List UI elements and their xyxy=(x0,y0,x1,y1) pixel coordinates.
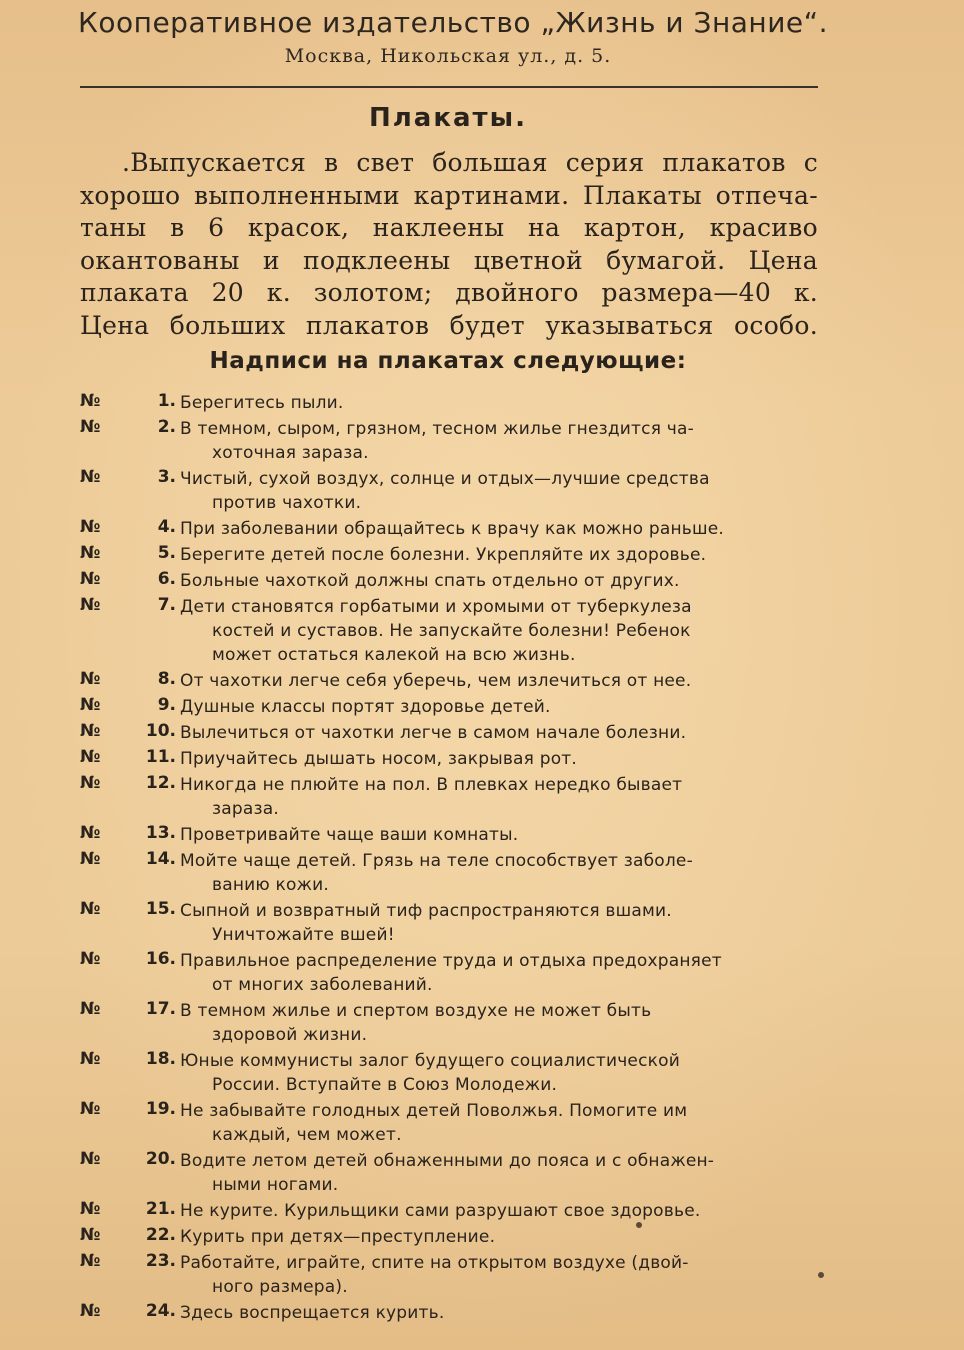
item-number: 11. xyxy=(145,747,176,767)
item-number: 1. xyxy=(157,391,176,411)
item-text xyxy=(180,1199,822,1223)
item-text-line: Больные чахоткой должны спать отдельно от других. xyxy=(180,571,680,591)
number-sign: № xyxy=(80,1301,101,1321)
number-sign: № xyxy=(80,773,101,793)
item-number: 23. xyxy=(145,1251,176,1271)
intro-line: хорошо выполненными картинами. Плакаты отпеча- xyxy=(80,180,818,210)
item-text xyxy=(180,595,822,667)
item-text-line: Берегитесь пыли. xyxy=(180,393,344,413)
item-text xyxy=(180,999,822,1047)
intro-line: таны в 6 красок, наклеены на картон, красиво xyxy=(80,213,818,242)
item-text-line: Правильное распределение труда и отдыха предохраняет xyxy=(180,951,722,971)
item-number: 22. xyxy=(145,1225,176,1245)
item-text-line: Приучайтесь дышать носом, закрывая рот. xyxy=(180,749,577,769)
item-number: 8. xyxy=(157,669,176,689)
item-text xyxy=(180,467,822,515)
item-text-line: Дети становятся горбатыми и хромыми от туберкулеза xyxy=(180,597,692,617)
intro-line: плаката 20 к. золотом; двойного размера—40 к. xyxy=(80,278,818,307)
item-text-line: хоточная зараза. xyxy=(212,443,369,463)
item-text-line: От чахотки легче себя уберечь, чем излечиться от нее. xyxy=(180,671,692,691)
number-sign: № xyxy=(80,949,101,969)
item-number: 19. xyxy=(145,1099,176,1119)
intro-line: окантованы и подклеены цветной бумагой. Цена xyxy=(80,245,818,275)
number-sign: № xyxy=(80,595,101,615)
item-number: 3. xyxy=(157,467,176,487)
item-text-line: Мойте чаще детей. Грязь на теле способствует заболе- xyxy=(180,851,693,871)
item-text-line: При заболевании обращайтесь к врачу как можно раньше. xyxy=(180,519,725,539)
item-number: 5. xyxy=(157,543,176,563)
item-text-line: Никогда не плюйте на пол. В плевках нередко бывает xyxy=(180,775,683,795)
item-text xyxy=(180,391,822,415)
item-text xyxy=(180,517,822,541)
page-title: Плакаты. xyxy=(369,103,527,133)
item-text-line: зараза. xyxy=(212,799,279,819)
number-sign: № xyxy=(80,391,101,411)
item-text-line: Не курите. Курильщики сами разрушают свое здоровье. xyxy=(180,1201,701,1221)
item-number: 7. xyxy=(157,595,176,615)
number-sign: № xyxy=(80,569,101,589)
item-number: 24. xyxy=(145,1301,176,1321)
item-number: 16. xyxy=(145,949,176,969)
intro-line: Цена больших плакатов будет указываться особо. xyxy=(80,310,818,340)
item-text-line: В темном, сыром, грязном, тесном жилье гнездится ча- xyxy=(180,419,694,439)
item-number: 10. xyxy=(145,721,176,741)
item-number: 6. xyxy=(157,569,176,589)
item-text-line: В темном жилье и спертом воздухе не может быть xyxy=(180,1001,652,1021)
item-text-line: ными ногами. xyxy=(212,1175,339,1195)
item-text xyxy=(180,543,822,567)
publisher-name: Кооперативное издательство „Жизнь и Знание“. xyxy=(78,6,829,39)
item-text-line: от многих заболеваний. xyxy=(212,975,433,995)
item-number: 2. xyxy=(157,417,176,437)
item-text xyxy=(180,1251,822,1299)
number-sign: № xyxy=(80,899,101,919)
number-sign: № xyxy=(80,669,101,689)
item-text-line: Не забывайте голодных детей Поволжья. Помогите им xyxy=(180,1101,688,1121)
item-text-line: Сыпной и возвратный тиф распространяются вшами. xyxy=(180,901,672,921)
item-number: 13. xyxy=(145,823,176,843)
item-text-line: Курить при детях—преступление. xyxy=(180,1227,496,1247)
number-sign: № xyxy=(80,543,101,563)
item-text-line: каждый, чем может. xyxy=(212,1125,402,1145)
publisher-address: Москва, Никольская ул., д. 5. xyxy=(284,45,612,67)
item-text-line: Душные классы портят здоровье детей. xyxy=(180,697,551,717)
number-sign: № xyxy=(80,999,101,1019)
item-text-line: Здесь воспрещается курить. xyxy=(180,1303,445,1323)
item-text-line: России. Вступайте в Союз Молодежи. xyxy=(212,1075,558,1095)
number-sign: № xyxy=(80,823,101,843)
item-number: 15. xyxy=(145,899,176,919)
item-text-line: Проветривайте чаще ваши комнаты. xyxy=(180,825,519,845)
item-text xyxy=(180,695,822,719)
number-sign: № xyxy=(80,1251,101,1271)
item-text-line: ного размера). xyxy=(212,1277,348,1297)
intro-paragraph xyxy=(80,147,818,342)
number-sign: № xyxy=(80,695,101,715)
item-text-line: здоровой жизни. xyxy=(212,1025,368,1045)
number-sign: № xyxy=(80,417,101,437)
item-number: 17. xyxy=(145,999,176,1019)
item-text xyxy=(180,899,822,947)
number-sign: № xyxy=(80,517,101,537)
number-sign: № xyxy=(80,467,101,487)
item-text xyxy=(180,1099,822,1147)
item-text xyxy=(180,1049,822,1097)
item-text-line: может остаться калекой на всю жизнь. xyxy=(212,645,576,665)
item-text xyxy=(180,747,822,771)
item-number: 4. xyxy=(157,517,176,537)
item-number: 21. xyxy=(145,1199,176,1219)
item-text xyxy=(180,849,822,897)
item-text xyxy=(180,1149,822,1197)
item-text xyxy=(180,773,822,821)
number-sign: № xyxy=(80,1149,101,1169)
item-text xyxy=(180,721,822,745)
item-text-line: Вылечиться от чахотки легче в самом начале болезни. xyxy=(180,723,687,743)
item-text-line: против чахотки. xyxy=(212,493,362,513)
number-sign: № xyxy=(80,849,101,869)
number-sign: № xyxy=(80,747,101,767)
item-text-line: костей и суставов. Не запускайте болезни! Ребенок xyxy=(212,621,691,641)
item-number: 20. xyxy=(145,1149,176,1169)
publisher-header xyxy=(78,2,829,67)
ink-mark xyxy=(636,1222,642,1228)
number-sign: № xyxy=(80,1099,101,1119)
number-sign: № xyxy=(80,1225,101,1245)
item-text xyxy=(180,1301,822,1325)
number-sign: № xyxy=(80,721,101,741)
item-text xyxy=(180,949,822,997)
item-text-line: Уничтожайте вшей! xyxy=(212,925,395,945)
item-text xyxy=(180,823,822,847)
item-text-line: Чистый, сухой воздух, солнце и отдых—лучшие средства xyxy=(180,469,710,489)
item-number: 18. xyxy=(145,1049,176,1069)
item-text xyxy=(180,669,822,693)
item-text-line: Водите летом детей обнаженными до пояса и с обнажен- xyxy=(180,1151,715,1171)
item-number: 9. xyxy=(157,695,176,715)
list-heading: Надписи на плакатах следующие: xyxy=(209,348,687,374)
item-number: 12. xyxy=(145,773,176,793)
ink-mark xyxy=(818,1272,824,1278)
item-text xyxy=(180,417,822,465)
item-text-line: Работайте, играйте, спите на открытом воздухе (двой- xyxy=(180,1253,689,1273)
item-text-line: Юные коммунисты залог будущего социалистической xyxy=(180,1051,680,1071)
item-text-line: Берегите детей после болезни. Укрепляйте их здоровье. xyxy=(180,545,707,565)
header-divider xyxy=(80,86,818,88)
item-number: 14. xyxy=(145,849,176,869)
item-text xyxy=(180,1225,822,1249)
number-sign: № xyxy=(80,1199,101,1219)
item-text-line: ванию кожи. xyxy=(212,875,329,895)
number-sign: № xyxy=(80,1049,101,1069)
intro-line: .Выпускается в свет большая серия плакатов с xyxy=(122,148,818,177)
item-text xyxy=(180,569,822,593)
